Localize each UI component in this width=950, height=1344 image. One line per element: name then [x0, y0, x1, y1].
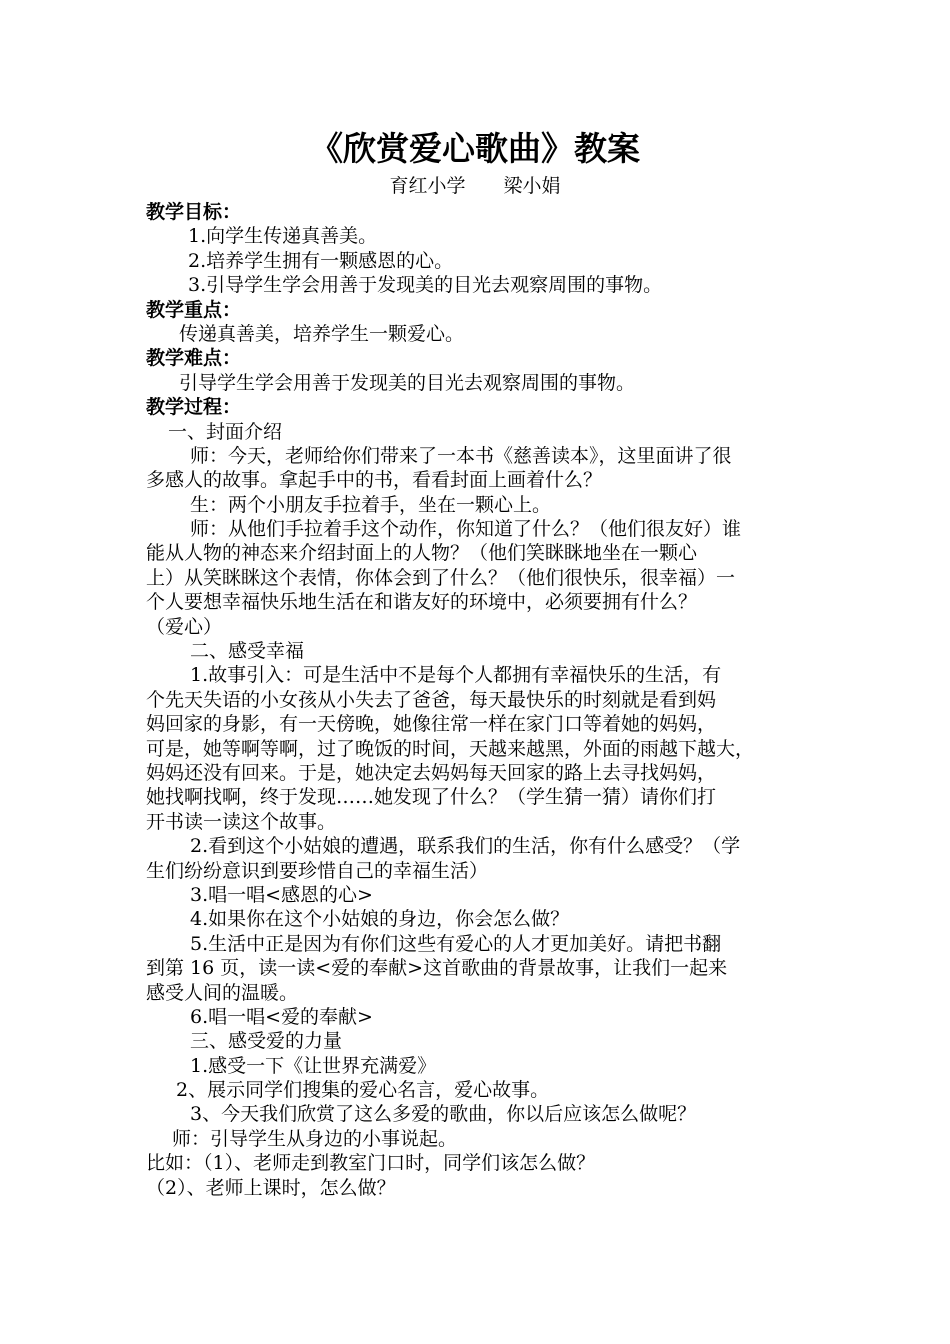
- text-line: 1.向学生传递真善美。: [188, 225, 378, 248]
- text-line: 感受人间的温暖。: [146, 981, 299, 1004]
- section-heading: 教学过程：: [146, 396, 242, 419]
- text-line: 开书读一读这个故事。: [146, 810, 337, 833]
- text-line: 她找啊找啊，终于发现……她发现了什么？（学生猜一猜）请你们打: [146, 786, 717, 809]
- text-line: 2.培养学生拥有一颗感恩的心。: [188, 249, 454, 272]
- text-line: 6.唱一唱<爱的奉献>: [190, 1005, 373, 1028]
- text-line: （爱心）: [146, 615, 223, 638]
- text-line: 3.引导学生学会用善于发现美的目光去观察周围的事物。: [188, 274, 663, 297]
- document-title: 《欣赏爱心歌曲》教案: [310, 129, 640, 168]
- section-heading: 教学重点：: [146, 298, 242, 321]
- text-line: 生：两个小朋友手拉着手，坐在一颗心上。: [190, 493, 552, 516]
- text-line: （2）、老师上课时，怎么做？: [146, 1176, 396, 1199]
- section-heading: 教学难点：: [146, 347, 242, 370]
- text-line: 1.感受一下《让世界充满爱》: [190, 1054, 437, 1077]
- text-line: 4.如果你在这个小姑娘的身边，你会怎么做？: [190, 908, 570, 931]
- text-line: 2.看到这个小姑娘的遭遇，联系我们的生活，你有什么感受？（学: [190, 835, 741, 858]
- text-line: 5.生活中正是因为有你们这些有爱心的人才更加美好。请把书翻: [190, 932, 722, 955]
- text-line: 三、感受爱的力量: [190, 1030, 343, 1053]
- text-line: 个人要想幸福快乐地生活在和谐友好的环境中，必须要拥有什么？: [146, 591, 698, 614]
- text-line: 上）从笑眯眯这个表情，你体会到了什么？（他们很快乐，很幸福）一: [146, 566, 736, 589]
- text-line: 师：从他们手拉着手这个动作，你知道了什么？（他们很友好）谁: [190, 518, 742, 541]
- text-line: 师：今天，老师给你们带来了一本书《慈善读本》，这里面讲了很: [190, 444, 732, 467]
- author-line: 育红小学 梁小娟: [389, 175, 561, 197]
- text-line: 3、今天我们欣赏了这么多爱的歌曲，你以后应该怎么做呢？: [190, 1103, 697, 1126]
- section-heading: 教学目标：: [146, 201, 242, 223]
- text-line: 个先天失语的小女孩从小失去了爸爸，每天最快乐的时刻就是看到妈: [146, 688, 717, 711]
- text-line: 二、感受幸福: [190, 640, 305, 663]
- document-body: [146, 200, 814, 1200]
- text-line: 妈妈还没有回来。于是，她决定去妈妈每天回家的路上去寻找妈妈，: [146, 761, 717, 784]
- text-line: 到第 16 页，读一读<爱的奉献>这首歌曲的背景故事，让我们一起来: [146, 957, 728, 980]
- text-line: 1.故事引入：可是生活中不是每个人都拥有幸福快乐的生活，有: [190, 664, 722, 687]
- text-line: 3.唱一唱<感恩的心>: [190, 883, 373, 906]
- text-line: 一、封面介绍: [168, 420, 283, 443]
- text-line: 师：引导学生从身边的小事说起。: [172, 1127, 458, 1150]
- text-line: 多感人的故事。拿起手中的书，看看封面上画着什么？: [146, 469, 603, 492]
- text-line: 生们纷纷意识到要珍惜自己的幸福生活）: [146, 859, 489, 882]
- text-line: 能从人物的神态来介绍封面上的人物？（他们笑眯眯地坐在一颗心: [146, 542, 698, 565]
- text-line: 可是，她等啊等啊，过了晚饭的时间，天越来越黑，外面的雨越下越大，: [146, 737, 755, 760]
- text-line: 妈回家的身影，有一天傍晚，她像往常一样在家门口等着她的妈妈，: [146, 713, 717, 736]
- text-line: 2、展示同学们搜集的爱心名言，爱心故事。: [176, 1079, 550, 1102]
- text-line: 引导学生学会用善于发现美的目光去观察周围的事物。: [179, 371, 636, 394]
- text-line: 传递真善美，培养学生一颗爱心。: [179, 322, 465, 345]
- text-line: 比如：（1）、老师走到教室门口时，同学们该怎么做？: [146, 1152, 596, 1175]
